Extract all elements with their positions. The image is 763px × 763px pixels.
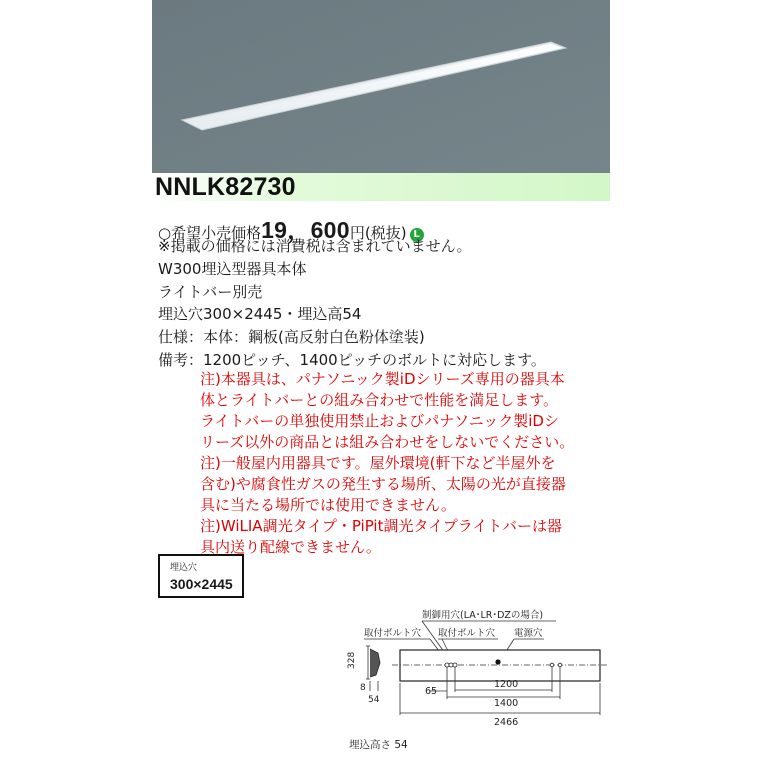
power-hole-label: 電源穴 <box>514 628 543 639</box>
dimension-8: 8 <box>360 683 366 693</box>
embed-height-label: 埋込高さ 54 <box>349 739 408 751</box>
caution-line: リーズ以外の商品とは組み合わせをしないでください。 <box>200 433 575 451</box>
price-label: ○希望小売価格 <box>158 224 262 242</box>
tax-note: ※掲載の価格には消費税は含まれていません。 <box>158 237 472 255</box>
embed-hole-value: 300×2445 <box>170 576 233 592</box>
caution-line: 注)一般屋内用器具です。屋外環境(軒下など半屋外を <box>200 454 556 472</box>
dimension-drawing <box>330 595 610 755</box>
product-description: W300埋込型器具本体 <box>158 260 307 278</box>
caution-line: 具に当たる場所では使用できません。 <box>200 496 456 514</box>
embed-hole-box <box>158 554 244 598</box>
fixture-top-view <box>392 650 608 681</box>
model-number: NNLK82730 <box>155 173 296 201</box>
price-unit: 円(税抜) <box>349 224 407 242</box>
caution-line: ライトバーの単独使用禁止およびパナソニック製iDシ <box>200 412 559 430</box>
caution-line: 含む)や腐食性ガスの発生する場所、太陽の光が直接器 <box>200 475 566 493</box>
light-bar-note: ライトバー別売 <box>158 283 263 301</box>
control-hole-label: 制御用穴(LA･LR･DZの場合) <box>422 610 544 621</box>
dimension-54: 54 <box>368 695 380 705</box>
bolt-hole-label-left: 取付ボルト穴 <box>364 628 422 639</box>
caution-line: 注)WiLIA調光タイプ・PiPit調光タイプライトバーは器 <box>200 517 562 535</box>
price-value: 19，600 <box>261 217 350 243</box>
price-line <box>158 212 424 243</box>
spec: 仕様：本体：鋼板(高反射白色粉体塗装) <box>158 328 425 346</box>
embed-hole-label: 埋込穴 <box>170 563 198 573</box>
bolt-hole-label-right: 取付ボルト穴 <box>438 628 496 639</box>
product-photo <box>152 0 610 173</box>
caution-line: 具内送り配線できません。 <box>200 538 381 556</box>
dimension-2466: 2466 <box>494 717 519 728</box>
side-profile <box>366 646 380 691</box>
embed-size: 埋込穴300×2445・埋込高54 <box>158 305 362 323</box>
dimension-1400: 1400 <box>494 698 519 709</box>
dimension-65: 65 <box>425 686 438 697</box>
l-badge-icon: L <box>410 228 424 242</box>
remarks: 備考：1200ピッチ、1400ピッチのボルトに対応します。 <box>158 351 546 369</box>
caution-line: 体とライトバーとの組み合わせで性能を満足します。 <box>200 391 559 409</box>
width-dimension: 328 <box>347 651 357 669</box>
dimension-1200: 1200 <box>494 679 519 690</box>
caution-line: 注)本器具は、パナソニック製iDシリーズ専用の器具本 <box>200 370 565 388</box>
